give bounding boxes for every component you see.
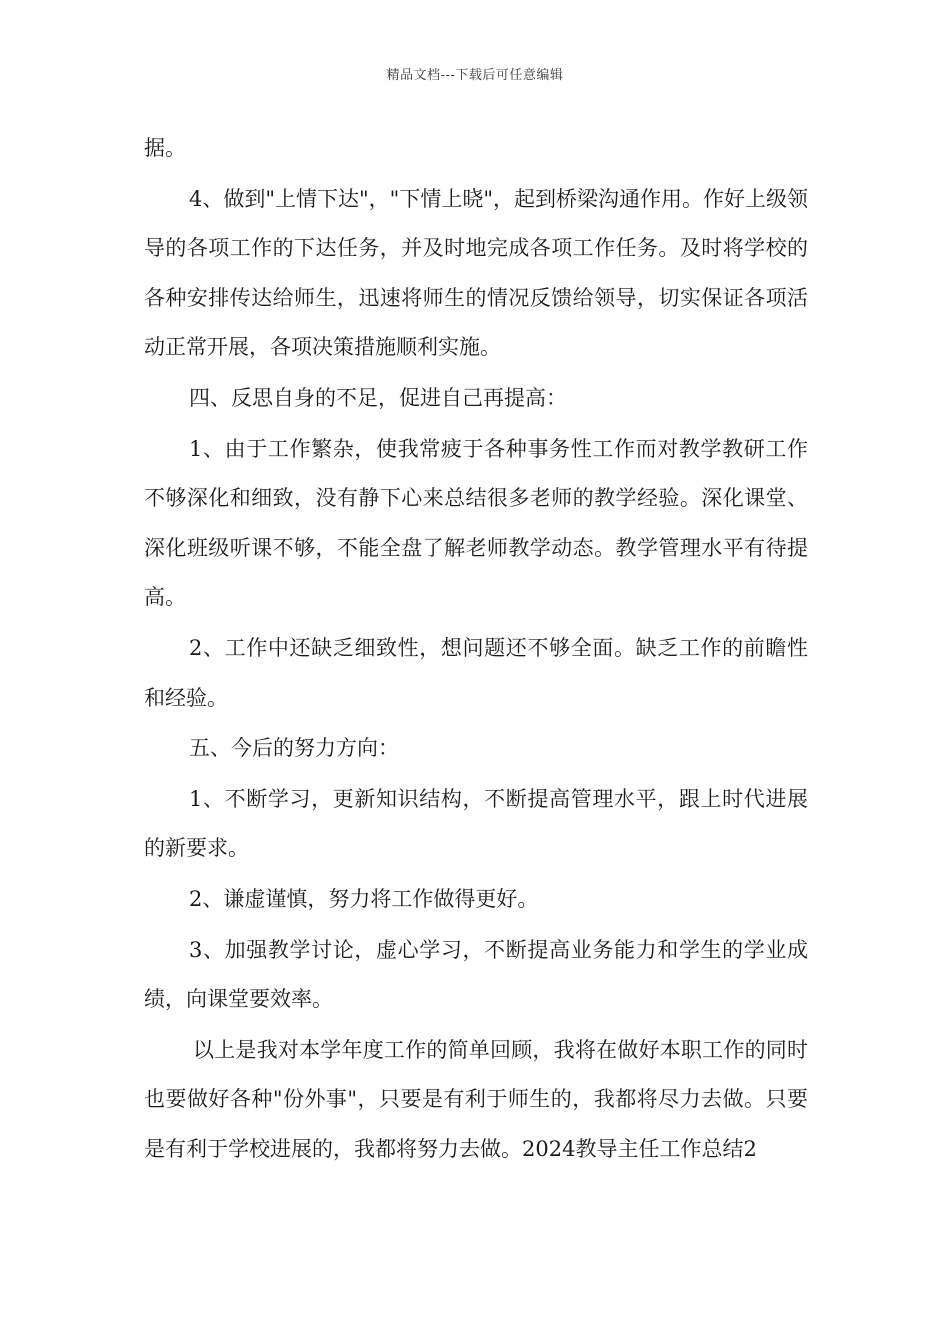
paragraph-direction-3: 3、加强教学讨论，虚心学习，不断提高业务能力和学生的学业成绩，向课堂要效率。 [144,937,808,1012]
paragraph-shortcoming-2: 2、工作中还缺乏细致性，想问题还不够全面。缺乏工作的前瞻性和经验。 [144,635,808,710]
paragraph-continuation: 据。 [144,136,186,160]
section-heading-5: 五、今后的努力方向： [189,736,399,761]
section-heading-4: 四、反思自身的不足，促进自己再提高： [189,385,567,410]
paragraph-direction-2: 2、谦虚谨慎，努力将工作做得更好。 [189,886,539,911]
paragraph-item-4: 4、做到"上情下达"，"下情上晓"，起到桥梁沟通作用。作好上级领导的各项工作的下达任务，并及时地完成各项工作任务。及时将学校的各种安排传达给师生，迅速将师生的情况反馈给领导，切实保证各项活动正常开展，各项决策措施顺利实施。 [144,186,808,360]
paragraph-direction-1: 1、不断学习，更新知识结构，不断提高管理水平，跟上时代进展的新要求。 [144,786,808,861]
paragraph-conclusion: 以上是我对本学年度工作的简单回顾，我将在做好本职工作的同时也要做好各种"份外事"，只要是有利于师生的，我都将尽力去做。只要是有利于学校进展的，我都将努力去做。2024教导主任工作总结2 [144,1037,808,1161]
document-body [144,124,808,1175]
page-header: 精品文档---下载后可任意编辑 [386,68,564,83]
paragraph-shortcoming-1: 1、由于工作繁杂，使我常疲于各种事务性工作而对教学教研工作不够深化和细致，没有静下心来总结很多老师的教学经验。深化课堂、深化班级听课不够，不能全盘了解老师教学动态。教学管理水平有待提高。 [144,436,808,610]
